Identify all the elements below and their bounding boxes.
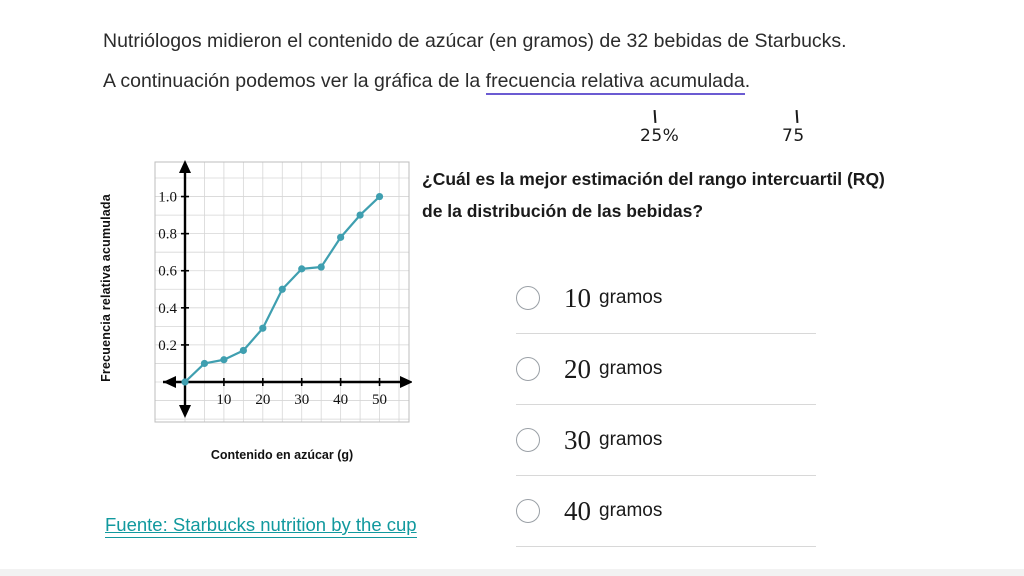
- answer-choice-4-number: 40: [564, 495, 591, 526]
- answer-choice-1-number: 10: [564, 282, 591, 313]
- chart-x-tick-label: 50: [372, 392, 388, 408]
- chart-data-point: [220, 356, 227, 363]
- chart-y-axis-arrow-down: [179, 405, 191, 418]
- chart-data-point: [279, 286, 286, 293]
- chart-data-point: [337, 234, 344, 241]
- annotation-75-percent: [782, 110, 805, 146]
- annotation-tick-icon: [796, 110, 799, 123]
- chart-data-point: [298, 265, 305, 272]
- question-line-2: de la distribución de las bebidas?: [422, 201, 704, 221]
- chart-x-tick-label: 20: [255, 392, 271, 408]
- chart-plot-area: [147, 160, 412, 430]
- chart-y-tick-label: 0.6: [158, 263, 177, 280]
- chart-data-point: [318, 263, 325, 270]
- answer-choice-2-number: 20: [564, 353, 591, 384]
- chart-data-point: [356, 211, 363, 218]
- chart-x-tick-label: 30: [294, 392, 310, 408]
- intro-line-1: Nutriólogos midieron el contenido de azúcar (en gramos) de 32 bebidas de Starbucks.: [103, 30, 847, 52]
- answer-choice-3[interactable]: [516, 405, 816, 476]
- annotation-25-percent: [640, 110, 679, 146]
- intro-underlined-phrase: frecuencia relativa acumulada: [486, 70, 745, 95]
- source-link[interactable]: Fuente: Starbucks nutrition by the cup: [105, 514, 417, 538]
- answer-choice-3-unit: gramos: [599, 429, 663, 450]
- chart-y-tick-label: 0.4: [158, 300, 177, 317]
- chart-y-axis-title: Frecuencia relativa acumulada: [99, 194, 113, 382]
- bottom-bar: [0, 569, 1024, 576]
- chart-x-axis-title: Contenido en azúcar (g): [210, 448, 354, 462]
- answer-choice-4-unit: gramos: [599, 500, 663, 521]
- chart-y-tick-label: 0.2: [158, 337, 177, 354]
- cumulative-frequency-chart: [99, 160, 435, 480]
- question-text: [422, 163, 982, 227]
- answer-choice-3-number: 30: [564, 424, 591, 455]
- chart-x-tick-label: 10: [216, 392, 232, 408]
- radio-button-icon[interactable]: [516, 428, 540, 452]
- chart-data-point: [201, 360, 208, 367]
- answer-choice-2-unit: gramos: [599, 358, 663, 379]
- answer-choice-list: [516, 263, 816, 547]
- radio-button-icon[interactable]: [516, 357, 540, 381]
- chart-data-point: [240, 347, 247, 354]
- answer-choice-2[interactable]: [516, 334, 816, 405]
- chart-x-axis-arrow-right: [400, 376, 412, 388]
- chart-y-tick-label: 1.0: [158, 189, 177, 206]
- chart-data-point: [259, 325, 266, 332]
- intro-line-2-prefix: A continuación podemos ver la gráfica de la: [103, 70, 486, 92]
- intro-line-2: [103, 66, 963, 96]
- chart-y-tick-label: 0.8: [158, 226, 177, 243]
- question-line-1: ¿Cuál es la mejor estimación del rango intercuartil (RQ): [422, 169, 885, 189]
- annotation-tick-icon: [654, 110, 657, 123]
- chart-data-point: [181, 378, 188, 385]
- annotation-25-label: 25%: [640, 126, 680, 146]
- radio-button-icon[interactable]: [516, 286, 540, 310]
- annotation-75-label: 75: [782, 126, 805, 146]
- chart-x-axis-arrow-left: [163, 376, 176, 388]
- chart-data-point: [376, 193, 383, 200]
- answer-choice-1[interactable]: [516, 263, 816, 334]
- radio-button-icon[interactable]: [516, 499, 540, 523]
- chart-x-tick-label: 40: [333, 392, 349, 408]
- intro-line-2-suffix: .: [744, 70, 751, 92]
- answer-choice-4[interactable]: [516, 476, 816, 547]
- answer-choice-1-unit: gramos: [599, 287, 663, 308]
